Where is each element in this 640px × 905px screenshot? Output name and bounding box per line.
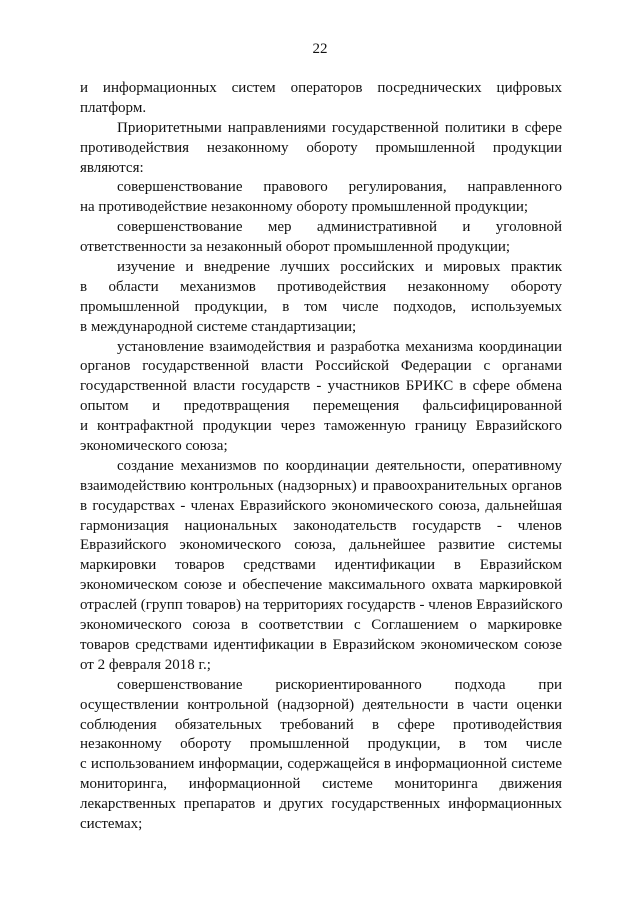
text-line: государственной власти государств - участников БРИКС в сфере обмена (80, 378, 562, 395)
paragraph (80, 79, 562, 119)
text-line: взаимодействию контрольных (надзорных) и правоохранительных органов (80, 477, 562, 494)
text-line: совершенствование рискориентированного подхода при (117, 676, 562, 693)
text-line: и контрафактной продукции через таможенную границу Евразийского (80, 418, 562, 435)
text-line: Приоритетными направлениями государственной политики в сфере (117, 119, 562, 136)
text-line: системах; (80, 815, 143, 832)
text-line: экономического союза; (80, 438, 228, 455)
text-line: товаров средствами идентификации в Евразийском экономическом союзе (80, 636, 562, 653)
text-line: изучение и внедрение лучших российских и мировых практик (117, 259, 562, 276)
text-line: мониторинга, информационной системе мониторинга движения (80, 776, 562, 793)
text-line: совершенствование мер административной и уголовной (117, 219, 562, 236)
paragraph (80, 338, 562, 457)
text-line: ответственности за незаконный оборот промышленной продукции; (80, 239, 511, 256)
text-line: органов государственной власти Российской Федерации с органами (80, 358, 562, 375)
document-body (80, 79, 562, 835)
text-line: отраслей (групп товаров) на территориях государств - членов Евразийского (80, 597, 563, 614)
text-line: от 2 февраля 2018 г.; (80, 656, 211, 673)
text-line: совершенствование правового регулирования, направленного (117, 179, 562, 196)
text-line: противодействия незаконному обороту промышленной продукции (80, 139, 562, 156)
paragraph (80, 258, 562, 338)
text-line: Евразийского экономического союза, дальнейшее развитие системы (80, 537, 562, 554)
paragraph (80, 119, 562, 179)
paragraph (80, 457, 562, 676)
text-line: создание механизмов по координации деятельности, оперативному (117, 457, 562, 474)
text-line: маркировки товаров средствами идентификации в Евразийском (80, 557, 562, 574)
text-line: являются: (80, 159, 144, 176)
text-line: установление взаимодействия и разработка механизма координации (117, 338, 562, 355)
paragraph (80, 178, 562, 218)
text-line: в международной системе стандартизации; (80, 318, 357, 335)
text-line: осуществлении контрольной (надзорной) деятельности в части оценки (80, 696, 562, 713)
text-line: гармонизация национальных законодательств государств - членов (80, 517, 562, 534)
paragraph (80, 218, 562, 258)
page-number: 22 (312, 41, 328, 57)
text-line: в государствах - членах Евразийского экономического союза, дальнейшая (80, 497, 562, 514)
text-line: платформ. (80, 99, 147, 116)
text-line: с использованием информации, содержащейся в информационной системе (80, 756, 562, 773)
text-line: на противодействие незаконному обороту промышленной продукции; (80, 199, 529, 216)
text-line: в области механизмов противодействия незаконному обороту (80, 278, 562, 295)
paragraph (80, 676, 562, 835)
text-line: соблюдения обязательных требований в сфере противодействия (80, 716, 562, 733)
text-line: промышленной продукции, в том числе подходов, используемых (80, 298, 562, 315)
text-line: лекарственных препаратов и других государственных информационных (80, 796, 562, 813)
text-line: незаконному обороту промышленной продукции, в том числе (80, 736, 562, 753)
text-line: опытом и предотвращения перемещения фальсифицированной (80, 398, 562, 415)
text-line: и информационных систем операторов посреднических цифровых (80, 80, 562, 96)
text-line: экономического союза в соответствии с Соглашением о маркировке (80, 617, 562, 634)
text-line: экономическом союзе и обеспечение максимального охвата маркировкой (80, 577, 562, 594)
